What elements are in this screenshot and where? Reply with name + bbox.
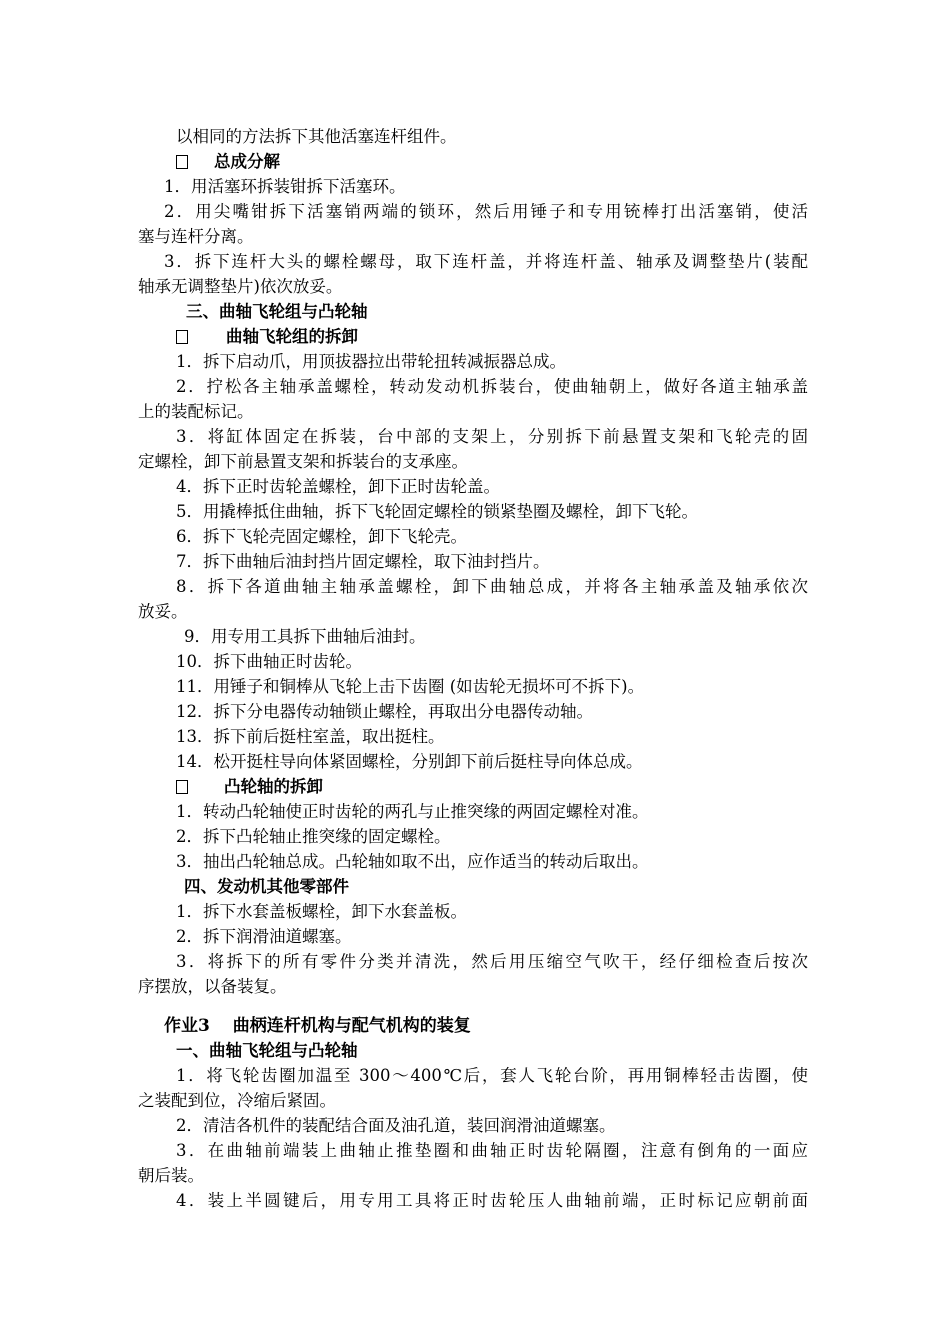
text-line: 1．用活塞环拆装钳拆下活塞环。 bbox=[164, 177, 406, 196]
text-line: 1．拆下启动爪，用顶拔器拉出带轮扭转减振器总成。 bbox=[176, 352, 566, 371]
subheading-crankshaft-flywheel: 曲轴飞轮组的拆卸 bbox=[176, 325, 358, 349]
text-line: 朝后装。 bbox=[138, 1166, 204, 1185]
text-line: 9．用专用工具拆下曲轴后油封。 bbox=[184, 627, 426, 646]
text-line: 10．拆下曲轴正时齿轮。 bbox=[176, 652, 362, 671]
text-line: 3．拆下连杆大头的螺栓螺母，取下连杆盖，并将连杆盖、轴承及调整垫片(装配 bbox=[164, 252, 808, 271]
text-line: 12．拆下分电器传动轴锁止螺栓，再取出分电器传动轴。 bbox=[176, 702, 593, 721]
text-line: 4．拆下正时齿轮盖螺栓，卸下正时齿轮盖。 bbox=[176, 477, 500, 496]
text-line: 1．拆下水套盖板螺栓，卸下水套盖板。 bbox=[176, 902, 467, 921]
missing-glyph-icon bbox=[176, 155, 188, 169]
text-line: 3．将缸体固定在拆装，台中部的支架上，分别拆下前悬置支架和飞轮壳的固 bbox=[176, 427, 808, 446]
text-line: 6．拆下飞轮壳固定螺栓，卸下飞轮壳。 bbox=[176, 527, 467, 546]
subheading-assembly-disassembly: 总成分解 bbox=[176, 150, 280, 174]
text-line: 11．用锤子和铜棒从飞轮上击下齿圈 (如齿轮无损坏可不拆下)。 bbox=[176, 677, 645, 696]
text-line: 13．拆下前后挺柱室盖，取出挺柱。 bbox=[176, 727, 445, 746]
text-line: 3．在曲轴前端装上曲轴止推垫圈和曲轴正时齿轮隔圈，注意有倒角的一面应 bbox=[176, 1141, 808, 1160]
missing-glyph-icon bbox=[176, 780, 188, 794]
text-line: 2．拆下润滑油道螺塞。 bbox=[176, 927, 352, 946]
text-line: 14．松开挺柱导向体紧固螺栓，分别卸下前后挺柱导向体总成。 bbox=[176, 752, 643, 771]
text-line: 1．将飞轮齿圈加温至 300～400℃后，套人飞轮台阶，再用铜棒轻击齿圈，使 bbox=[176, 1066, 808, 1085]
text-line: 7．拆下曲轴后油封挡片固定螺栓，取下油封挡片。 bbox=[176, 552, 550, 571]
text-line: 以相同的方法拆下其他活塞连杆组件。 bbox=[176, 127, 457, 146]
text-line: 之装配到位，冷缩后紧固。 bbox=[138, 1091, 336, 1110]
subheading-camshaft: 凸轮轴的拆卸 bbox=[176, 775, 323, 799]
missing-glyph-icon bbox=[176, 330, 188, 344]
text-line: 4．装上半圆键后，用专用工具将正时齿轮压人曲轴前端，正时标记应朝前面 bbox=[176, 1191, 808, 1210]
text-line: 序摆放，以备装复。 bbox=[138, 977, 287, 996]
text-line: 上的装配标记。 bbox=[138, 402, 254, 421]
text-line: 轴承无调整垫片)依次放妥。 bbox=[138, 277, 343, 296]
text-line: 3．抽出凸轮轴总成。凸轮轴如取不出，应作适当的转动后取出。 bbox=[176, 852, 649, 871]
assignment-heading: 作业3 曲柄连杆机构与配气机构的装复 bbox=[164, 1016, 471, 1036]
section-heading: 一、曲轴飞轮组与凸轮轴 bbox=[176, 1041, 358, 1060]
text-line: 3．将拆下的所有零件分类并清洗，然后用压缩空气吹干，经仔细检查后按次 bbox=[176, 952, 808, 971]
text-line: 2．清洁各机件的装配结合面及油孔道，装回润滑油道螺塞。 bbox=[176, 1116, 616, 1135]
text-line: 塞与连杆分离。 bbox=[138, 227, 254, 246]
text-line: 2．用尖嘴钳拆下活塞销两端的锁环，然后用锤子和专用铳棒打出活塞销，使活 bbox=[164, 202, 808, 221]
text-line: 放妥。 bbox=[138, 602, 188, 621]
section-heading: 三、曲轴飞轮组与凸轮轴 bbox=[186, 302, 368, 321]
text-line: 8．拆下各道曲轴主轴承盖螺栓，卸下曲轴总成，并将各主轴承盖及轴承依次 bbox=[176, 577, 808, 596]
text-line: 5．用撬棒抵住曲轴，拆下飞轮固定螺栓的锁紧垫圈及螺栓，卸下飞轮。 bbox=[176, 502, 698, 521]
text-line: 2．拆下凸轮轴止推突缘的固定螺栓。 bbox=[176, 827, 451, 846]
text-line: 2．拧松各主轴承盖螺栓，转动发动机拆装台，使曲轴朝上，做好各道主轴承盖 bbox=[176, 377, 808, 396]
text-line: 1．转动凸轮轴使正时齿轮的两孔与止推突缘的两固定螺栓对准。 bbox=[176, 802, 649, 821]
section-heading: 四、发动机其他零部件 bbox=[184, 877, 349, 896]
text-line: 定螺栓，卸下前悬置支架和拆装台的支承座。 bbox=[138, 452, 468, 471]
